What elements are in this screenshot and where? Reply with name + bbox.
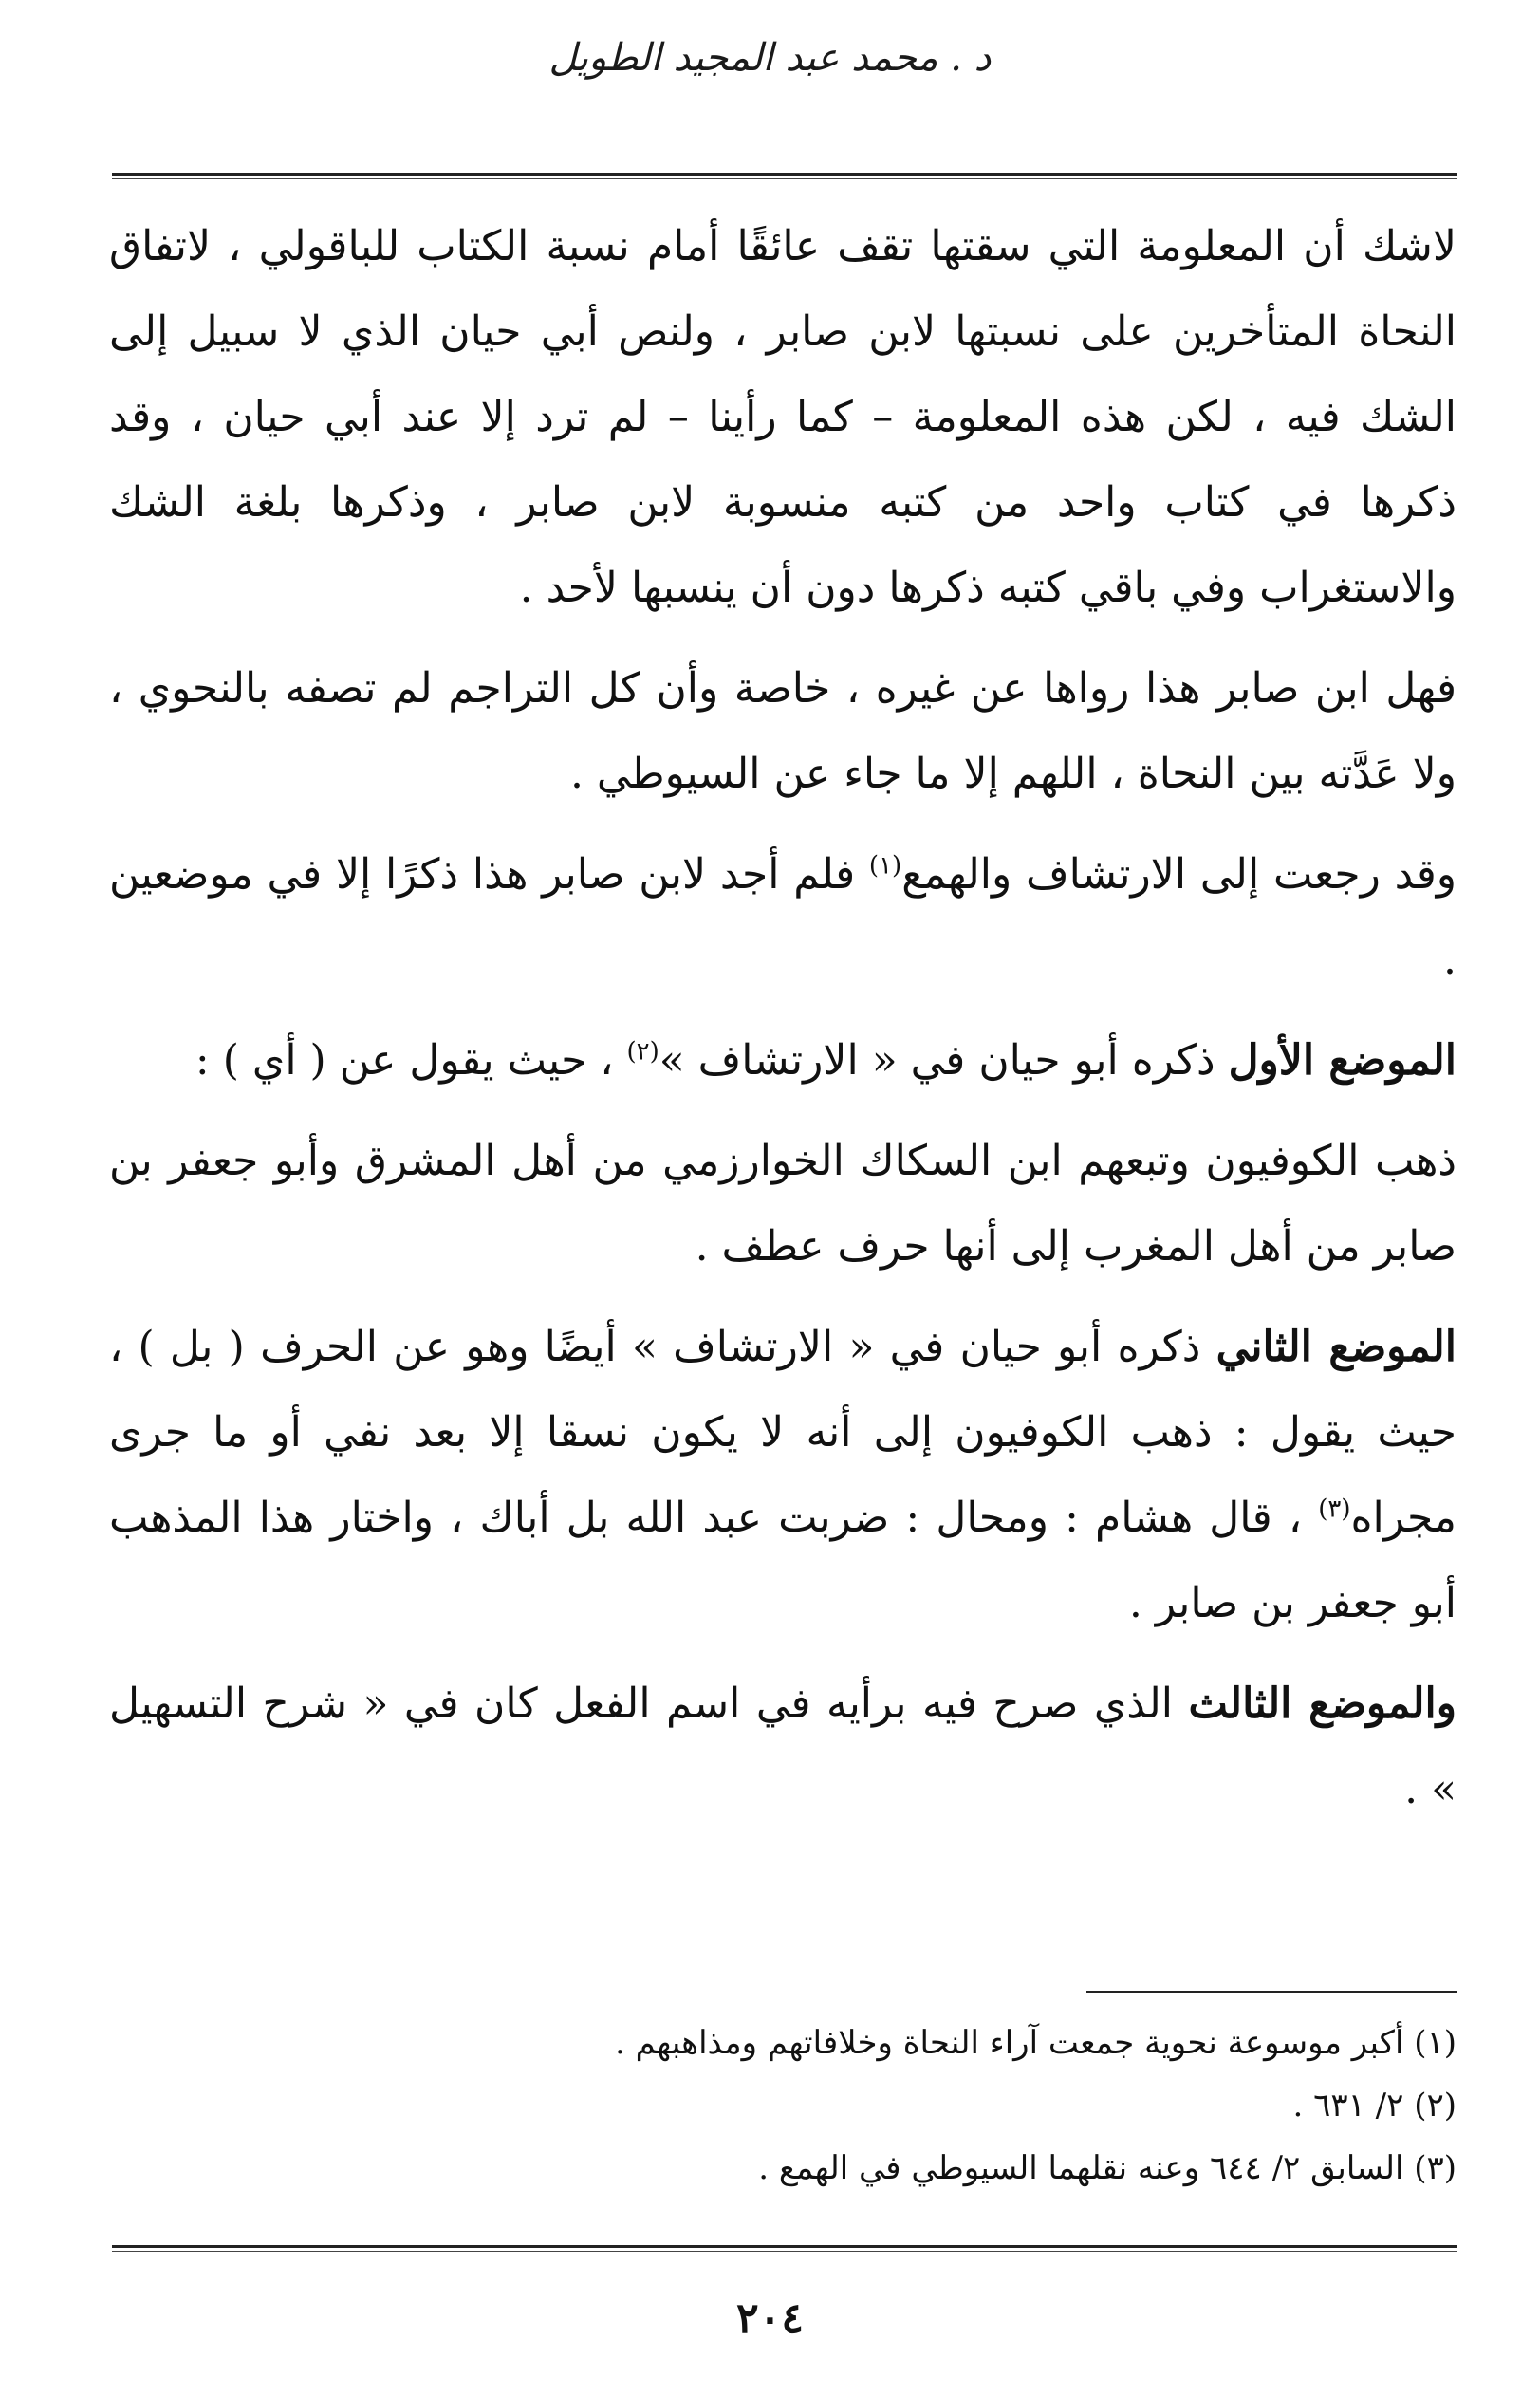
paragraph-6-text-b: ، قال هشام : ومحال : ضربت عبد الله بل أباك ، واختار هذا المذهب أبو جعفر بن صابر . [109,1494,1457,1627]
footnote-3: (٣) السابق ٢/ ٦٤٤ وعنه نقلهما السيوطي في الهمع . [758,2149,1457,2187]
footnote-2: (٢) ٢/ ٦٣١ . [1292,2087,1457,2125]
paragraph-2: فهل ابن صابر هذا رواها عن غيره ، خاصة وأن كل التراجم لم تصفه بالنحوي ، ولا عَدَّته بين النحاة ، اللهم إلا ما جاء عن السيوطي . [109,664,1457,798]
paragraph-3 [109,832,1457,1003]
paragraph-4-text-b: ، حيث يقول عن ( أي ) : [195,1036,627,1085]
footnote-ref-1: (١) [868,851,902,881]
footer-divider [112,2245,1457,2252]
paragraph-3-text-a: وقد رجعت إلى الارتشاف والهمع [901,850,1457,899]
main-text [109,204,1457,1847]
paragraph-7-text: الذي صرح فيه برأيه في اسم الفعل كان في « شرح التسهيل » . [109,1680,1457,1813]
paragraph-4 [109,1018,1457,1104]
paragraph-6-text-a: ذكره أبو حيان في « الارتشاف » أيضًا وهو عن الحرف ( بل ) ، حيث يقول : ذهب الكوفيون إلى أنه لا يكون نسقا إلا بعد نفي أو ما جرى مجراه [109,1323,1457,1542]
paragraph-6-lead: الموضع الثاني [1215,1323,1457,1371]
paragraph-4-lead: الموضع الأول [1228,1036,1457,1085]
footnote-ref-3: (٣) [1318,1495,1351,1524]
paragraph-5: ذهب الكوفيون وتبعهم ابن السكاك الخوارزمي من أهل المشرق وأبو جعفر بن صابر من أهل المغرب إلى أنها حرف عطف . [109,1137,1457,1271]
footnote-divider [1086,1991,1457,1993]
paragraph-7-lead: والموضع الثالث [1188,1680,1457,1728]
paragraph-4-text-a: ذكره أبو حيان في « الارتشاف » [659,1036,1229,1085]
paragraph-1: لاشك أن المعلومة التي سقتها تقف عائقًا أمام نسبة الكتاب للباقولي ، لاتفاق النحاة المتأخرين على نسبتها لابن صابر ، ولنص أبي حيان الذي لا سبيل إلى الشك فيه ، لكن هذه المعلومة – كما رأينا – لم ترد إلا عند أبي حيان ، وقد ذكرها في كتاب واحد من كتبه منسوبة لابن صابر ، وذكرها بلغة الشك والاستغراب وفي باقي كتبه ذكرها دون أن ينسبها لأحد . [109,222,1457,612]
paragraph-3-text-b: فلم أجد لابن صابر هذا ذكرًا إلا في موضعين . [109,850,1457,984]
footnote-ref-2: (٢) [626,1037,659,1067]
running-header-author: د . محمد عبد المجيد الطويل [548,36,992,80]
page-number: ٢٠٤ [736,2294,804,2343]
footnote-1: (١) أكبر موسوعة نحوية جمعت آراء النحاة وخلافاتهم ومذاهبهم . [615,2024,1457,2062]
header-divider [112,173,1457,179]
paragraph-6 [109,1305,1457,1646]
footnotes [109,2012,1457,2200]
paragraph-7 [109,1662,1457,1832]
